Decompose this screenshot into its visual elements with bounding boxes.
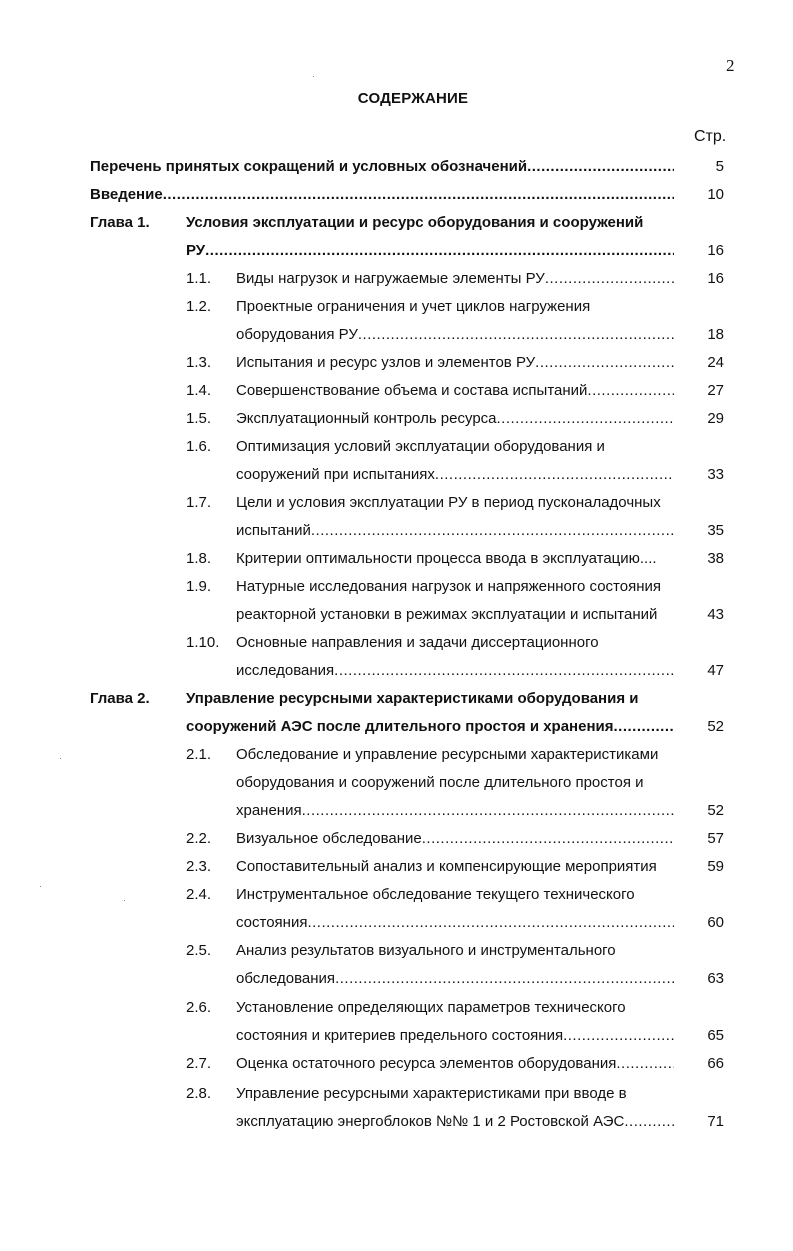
scan-speck	[60, 758, 61, 759]
toc-entry[interactable]: Установление определяющих параметров технического	[236, 999, 626, 1016]
page-number: 2	[726, 56, 735, 75]
leader-dots	[205, 242, 674, 260]
toc-page-number: 57	[707, 830, 724, 847]
leader-dots	[307, 914, 674, 932]
toc-page-number: 65	[707, 1027, 724, 1044]
section-number: 2.2.	[186, 830, 212, 847]
toc-page-number: 59	[707, 858, 724, 875]
leader-dots	[335, 970, 674, 988]
section-number: 1.7.	[186, 494, 212, 511]
leader-dots	[422, 830, 674, 848]
toc-page-number: 52	[707, 802, 724, 819]
chapter-label: Глава 1.	[90, 214, 150, 231]
toc-entry[interactable]	[236, 662, 674, 680]
leader-dots	[527, 158, 674, 176]
leader-dots	[163, 186, 674, 204]
leader-dots	[535, 354, 674, 372]
leader-dots	[545, 270, 674, 288]
page-title: СОДЕРЖАНИЕ	[357, 90, 469, 107]
toc-entry[interactable]: Сопоставительный анализ и компенсирующие мероприятия	[236, 858, 657, 875]
toc-entry-text: исследования	[236, 662, 335, 679]
toc-entry-text: Виды нагрузок и нагружаемые элементы РУ	[236, 270, 545, 287]
toc-entry-text: Оценка остаточного ресурса элементов оборудования	[236, 1055, 617, 1072]
toc-entry[interactable]: Оптимизация условий эксплуатации оборудования и	[236, 438, 605, 455]
leader-dots	[587, 382, 674, 400]
section-number: 1.9.	[186, 578, 212, 595]
leader-dots	[614, 718, 675, 736]
section-number: 1.10.	[186, 634, 220, 651]
leader-dots	[616, 1055, 674, 1073]
section-number: 1.1.	[186, 270, 212, 287]
toc-entry[interactable]: Основные направления и задачи диссертационного	[236, 634, 599, 651]
pages-column-header: Стр.	[694, 128, 727, 145]
toc-entry[interactable]	[236, 270, 674, 288]
leader-dots	[358, 326, 674, 344]
toc-page-number: 43	[707, 606, 724, 623]
toc-entry-text: Совершенствование объема и состава испытаний	[236, 382, 588, 399]
toc-page-number: 16	[707, 242, 724, 259]
toc-entry-text: Эксплуатационный контроль ресурса	[236, 410, 497, 427]
toc-page-number: 52	[707, 718, 724, 735]
section-number: 1.3.	[186, 354, 212, 371]
toc-page-number: 63	[707, 970, 724, 987]
toc-entry[interactable]	[236, 410, 674, 428]
section-number: 2.6.	[186, 999, 212, 1016]
toc-entry[interactable]: Цели и условия эксплуатации РУ в период пусконаладочных	[236, 494, 661, 511]
leader-dots	[302, 802, 674, 820]
toc-entry-text: эксплуатацию энергоблоков №№ 1 и 2 Ростовской АЭС	[236, 1113, 625, 1130]
toc-entry[interactable]	[236, 466, 674, 484]
scan-speck	[124, 900, 125, 901]
toc-page-number: 33	[707, 466, 724, 483]
toc-entry[interactable]	[236, 522, 674, 540]
toc-page-number: 60	[707, 914, 724, 931]
chapter-title[interactable]	[186, 718, 674, 736]
toc-entry-text: состояния	[236, 914, 308, 931]
section-number: 2.1.	[186, 746, 212, 763]
toc-entry-text: Визуальное обследование	[236, 830, 422, 847]
toc-entry[interactable]: реакторной установки в режимах эксплуатации и испытаний	[236, 606, 658, 623]
leader-dots	[334, 662, 674, 680]
toc-entry-text: хранения	[236, 802, 302, 819]
toc-entry[interactable]: Проектные ограничения и учет циклов нагружения	[236, 298, 591, 315]
toc-entry[interactable]	[90, 186, 674, 204]
section-number: 2.3.	[186, 858, 212, 875]
section-number: 2.5.	[186, 942, 212, 959]
toc-entry-text: обследования	[236, 970, 336, 987]
toc-entry[interactable]	[236, 802, 674, 820]
toc-entry[interactable]	[236, 382, 674, 400]
toc-entry[interactable]	[236, 830, 674, 848]
toc-page-number: 24	[707, 354, 724, 371]
toc-page-number: 5	[715, 158, 724, 175]
leader-dots	[435, 466, 674, 484]
toc-page-number: 18	[707, 326, 724, 343]
toc-entry-text: Введение	[90, 186, 163, 203]
toc-entry[interactable]: Обследование и управление ресурсными характеристиками	[236, 746, 659, 763]
toc-entry-text: оборудования РУ	[236, 326, 358, 343]
toc-page-number: 38	[707, 550, 724, 567]
toc-page-number: 35	[707, 522, 724, 539]
toc-entry[interactable]	[236, 914, 674, 932]
leader-dots	[563, 1027, 674, 1045]
section-number: 2.8.	[186, 1085, 212, 1102]
section-number: 1.2.	[186, 298, 212, 315]
toc-entry[interactable]: Инструментальное обследование текущего технического	[236, 886, 635, 903]
chapter-title[interactable]	[186, 242, 674, 260]
toc-page-number: 27	[707, 382, 724, 399]
toc-entry[interactable]: Анализ результатов визуального и инструментального	[236, 942, 616, 959]
toc-entry[interactable]: Управление ресурсными характеристиками при вводе в	[236, 1085, 627, 1102]
toc-entry-text: РУ	[186, 242, 206, 259]
toc-page-number: 47	[707, 662, 724, 679]
toc-entry[interactable]: Критерии оптимальности процесса ввода в эксплуатацию....	[236, 550, 657, 567]
toc-entry[interactable]	[236, 1055, 674, 1073]
toc-page-number: 10	[707, 186, 724, 203]
chapter-title[interactable]: Условия эксплуатации и ресурс оборудования и сооружений	[186, 214, 644, 231]
chapter-title[interactable]: Управление ресурсными характеристиками оборудования и	[186, 690, 639, 707]
toc-entry[interactable]	[236, 1113, 674, 1131]
toc-entry-text: Перечень принятых сокращений и условных обозначений	[90, 158, 528, 175]
toc-entry-text: Испытания и ресурс узлов и элементов РУ	[236, 354, 536, 371]
toc-page-number: 29	[707, 410, 724, 427]
toc-entry-text: сооружений АЭС после длительного простоя и хранения	[186, 718, 614, 735]
toc-page-number: 71	[707, 1113, 724, 1130]
leader-dots	[624, 1113, 674, 1131]
toc-entry-text: сооружений при испытаниях	[236, 466, 435, 483]
toc-entry[interactable]: Натурные исследования нагрузок и напряженного состояния	[236, 578, 662, 595]
toc-entry[interactable]	[236, 354, 674, 372]
toc-entry[interactable]	[236, 326, 674, 344]
leader-dots	[311, 522, 674, 540]
section-number: 1.5.	[186, 410, 212, 427]
scan-speck	[40, 886, 41, 887]
toc-page-number: 16	[707, 270, 724, 287]
section-number: 1.6.	[186, 438, 212, 455]
section-number: 2.4.	[186, 886, 212, 903]
scan-speck	[313, 76, 314, 77]
toc-entry[interactable]	[236, 1027, 674, 1045]
toc-entry[interactable]	[236, 970, 674, 988]
toc-entry-text: испытаний	[236, 522, 311, 539]
section-number: 2.7.	[186, 1055, 212, 1072]
toc-page-number: 66	[707, 1055, 724, 1072]
chapter-label: Глава 2.	[90, 690, 150, 707]
toc-entry[interactable]	[90, 158, 674, 176]
section-number: 1.4.	[186, 382, 212, 399]
leader-dots	[497, 410, 674, 428]
section-number: 1.8.	[186, 550, 212, 567]
toc-entry[interactable]: оборудования и сооружений после длительного простоя и	[236, 774, 644, 791]
toc-entry-text: состояния и критериев предельного состояния	[236, 1027, 564, 1044]
